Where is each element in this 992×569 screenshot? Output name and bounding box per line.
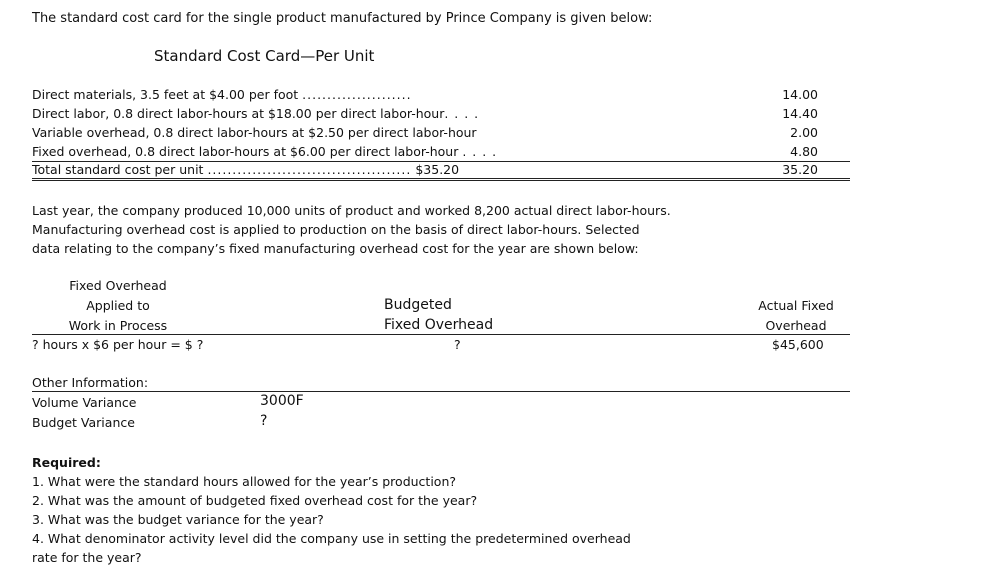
total-amount: 35.20 xyxy=(782,162,818,177)
cost-row-amount: 2.00 xyxy=(790,125,818,140)
header-line: Overhead xyxy=(765,318,827,333)
budgeted-overhead-value: ? xyxy=(454,337,461,352)
header-line: Budgeted xyxy=(384,297,452,313)
cost-row-amount: 14.00 xyxy=(782,87,818,102)
applied-overhead-header xyxy=(44,276,192,336)
problem-intro: The standard cost card for the single product manufactured by Prince Company is given below: xyxy=(32,11,653,26)
other-info-divider xyxy=(32,391,850,392)
cost-row-label: Direct labor, 0.8 direct labor-hours at $18.00 per direct labor-hour xyxy=(32,106,445,121)
leader-dots: ...................... xyxy=(302,87,412,102)
actual-overhead-header xyxy=(740,296,852,336)
budget-variance-label: Budget Variance xyxy=(32,415,135,430)
budget-variance-value: ? xyxy=(260,413,268,429)
required-section xyxy=(32,453,631,567)
paragraph-line: data relating to the company’s fixed manufacturing overhead cost for the year are shown below: xyxy=(32,241,639,256)
header-line: Work in Process xyxy=(68,318,168,333)
leader-dots: ......................................... xyxy=(207,162,412,177)
cost-row-fixed-overhead xyxy=(32,144,850,162)
total-label: Total standard cost per unit xyxy=(32,162,204,177)
cost-row-amount: 14.40 xyxy=(782,106,818,121)
problem-paragraph xyxy=(32,201,732,258)
leader-dots: . . . . xyxy=(444,106,480,121)
cost-row-label: Direct materials, 3.5 feet at $4.00 per foot xyxy=(32,87,299,102)
budgeted-overhead-header xyxy=(354,295,522,335)
total-mid-amount: $35.20 xyxy=(415,162,460,177)
required-item: 1. What were the standard hours allowed for the year’s production? xyxy=(32,474,457,489)
required-item: 4. What denominator activity level did the company use in setting the predetermined overhead xyxy=(32,531,631,546)
header-divider xyxy=(32,334,850,335)
header-line: Fixed Overhead xyxy=(384,317,494,333)
actual-overhead-value: $45,600 xyxy=(772,337,824,352)
paragraph-line: Manufacturing overhead cost is applied to production on the basis of direct labor-hours. Selected xyxy=(32,222,640,237)
volume-variance-label: Volume Variance xyxy=(32,395,137,410)
cost-row-amount: 4.80 xyxy=(790,144,818,159)
cost-row-variable-overhead xyxy=(32,125,850,143)
other-info-title: Other Information: xyxy=(32,375,149,390)
cost-row-total xyxy=(32,161,850,181)
cost-row-label: Variable overhead, 0.8 direct labor-hours at $2.50 per direct labor-hour xyxy=(32,125,477,140)
cost-row-label: Fixed overhead, 0.8 direct labor-hours at $6.00 per direct labor-hour xyxy=(32,144,459,159)
paragraph-line: Last year, the company produced 10,000 units of product and worked 8,200 actual direct labor-hours. xyxy=(32,203,671,218)
header-line: Actual Fixed xyxy=(758,298,834,313)
required-item: rate for the year? xyxy=(32,550,142,565)
required-title: Required: xyxy=(32,455,101,470)
volume-variance-value: 3000F xyxy=(260,393,304,409)
cost-row-direct-labor xyxy=(32,106,850,124)
leader-dots: . . . . xyxy=(462,144,498,159)
applied-overhead-value: ? hours x $6 per hour = $ ? xyxy=(32,337,204,352)
header-line: Fixed Overhead xyxy=(69,278,167,293)
required-item: 3. What was the budget variance for the year? xyxy=(32,512,324,527)
cost-row-direct-materials xyxy=(32,87,850,105)
required-item: 2. What was the amount of budgeted fixed overhead cost for the year? xyxy=(32,493,478,508)
cost-card-title: Standard Cost Card—Per Unit xyxy=(154,47,375,65)
header-line: Applied to xyxy=(86,298,150,313)
